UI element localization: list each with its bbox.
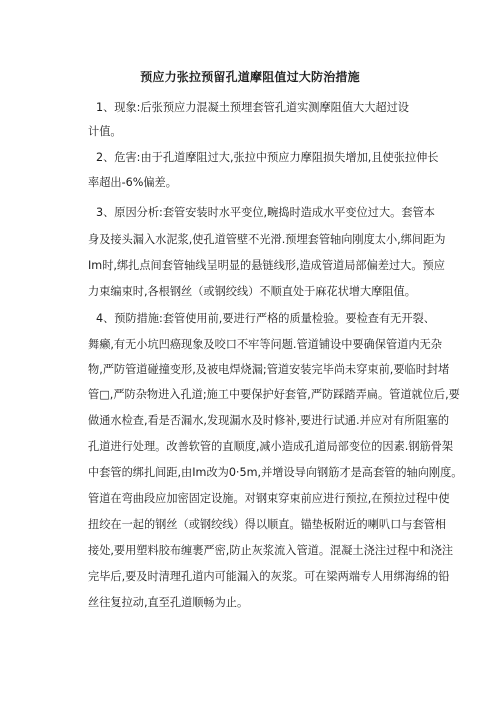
paragraph-4-line-5: 做通水检查,看是否漏水,发现漏水及时修补,要进行试通.并应对有所阻塞的 bbox=[88, 414, 450, 427]
paragraph-3-line-4: 力束编束时,各根钢丝（或钢绞线）不顺直处于麻花状增大摩阻值。 bbox=[88, 285, 416, 298]
paragraph-4-line-4: 管□,严防杂物进入孔道;施工中要保护好套管,严防踩踏弄扁。管道就位后,要 bbox=[88, 388, 460, 401]
paragraph-3-line-2: 身及接头漏入水泥浆,使孔道管壁不光滑.预埋套管轴向刚度太小,绑间距为 bbox=[88, 233, 446, 246]
paragraph-4-line-7: 中套管的绑扎间距,由Im改为0·5m,并增设导向钢筋才是高套管的轴向刚度。 bbox=[88, 466, 463, 479]
paragraph-4-line-11: 完毕后,要及时清理孔道内可能漏入的灰浆。可在梁两端专人用绑海绵的铅 bbox=[88, 570, 450, 583]
paragraph-1-line-2: 计值。 bbox=[88, 125, 122, 138]
paragraph-4-line-1: 4、预防措施:套管使用前,要进行严格的质量检验。要检查有无开裂、 bbox=[96, 312, 435, 325]
paragraph-4-line-6: 孔道进行处理。改善软管的直顺度,减小造成孔道局部变位的因素.钢筋骨架 bbox=[88, 440, 454, 453]
paragraph-4-line-12: 丝往复拉动,直至孔道顺畅为止。 bbox=[88, 596, 249, 609]
paragraph-4-line-3: 物,严防管道碰撞变形,及被电焊烧漏;管道安装完毕尚未穿束前,要临时封堵 bbox=[88, 363, 450, 376]
paragraph-3-line-1: 3、原因分析:套管安装时水平变位,畹捣时造成水平变位过大。套管本 bbox=[96, 206, 435, 219]
paragraph-2-line-2: 率超出-6%偏差。 bbox=[88, 176, 177, 189]
document-title: 预应力张拉预留孔道摩阻值过大防治措施 bbox=[140, 70, 360, 84]
paragraph-4-line-9: 扭绞在一起的钢丝（或钢绞线）得以顺直。锚垫板附近的喇叭口与套管相 bbox=[88, 518, 447, 531]
paragraph-3-line-3: Im时,绑扎点间套管轴线呈明显的悬链线形,造成管道局部偏差过大。预应 bbox=[88, 259, 445, 272]
paragraph-4-line-8: 管道在弯曲段应加密固定设施。对钢束穿束前应进行预拉,在预拉过程中使 bbox=[88, 492, 450, 505]
paragraph-4-line-10: 接处,要用塑料胶布缠裹严密,防止灰浆流入管道。混凝土浇注过程中和浇注 bbox=[88, 544, 454, 557]
paragraph-2-line-1: 2、危害:由于孔道摩阻过大,张拉中预应力摩阻损失增加,且使张拉伸长 bbox=[96, 151, 439, 164]
paragraph-4-line-2: 舞癞,有无小坑凹癌现象及咬口不牢等问题.管道铺设中要确保管道内无杂 bbox=[88, 338, 442, 351]
paragraph-1-line-1: 1、现象:后张预应力混凝土预埋套管孔道实测摩阻值大大超过设 bbox=[96, 101, 409, 114]
